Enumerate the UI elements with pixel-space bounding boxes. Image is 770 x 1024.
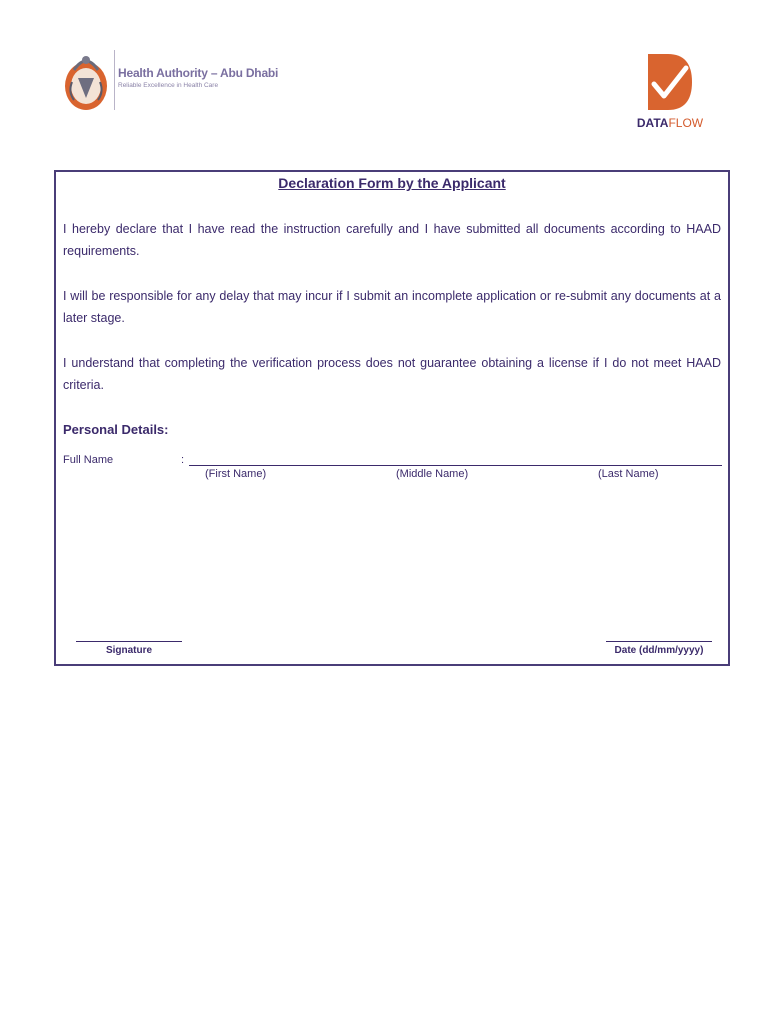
full-name-colon: :: [181, 454, 185, 466]
haad-logo: [60, 46, 279, 116]
form-title: Declaration Form by the Applicant: [278, 175, 506, 191]
first-name-caption: (First Name): [205, 468, 267, 480]
haad-tagline: Reliable Excellence in Health Care: [118, 82, 219, 89]
full-name-label: Full Name: [63, 454, 114, 466]
logo-divider: [114, 50, 115, 110]
middle-name-caption: (Middle Name): [396, 468, 469, 480]
haad-emblem-icon: [60, 48, 112, 112]
declaration-paragraph: I understand that completing the verification process does not guarantee obtaining a license if I do not meet HAAD criteria.: [63, 356, 721, 392]
dataflow-wordmark: [630, 116, 710, 130]
dataflow-checkmark-icon: [648, 54, 692, 110]
dataflow-word-data: DATA: [636, 116, 669, 130]
personal-details-heading: Personal Details:: [63, 422, 169, 437]
dataflow-logo: [630, 52, 710, 134]
declaration-paragraph: I will be responsible for any delay that may incur if I submit an incomplete application or re-submit any documents at a later stage.: [63, 289, 721, 325]
signature-label: Signature: [105, 645, 153, 656]
date-field[interactable]: [606, 641, 712, 642]
last-name-caption: (Last Name): [598, 468, 659, 480]
haad-name: Health Authority – Abu Dhabi: [118, 66, 279, 80]
full-name-field[interactable]: [189, 465, 722, 466]
signature-field[interactable]: [76, 641, 182, 642]
declaration-paragraph: I hereby declare that I have read the instruction carefully and I have submitted all documents according to HAAD requirements.: [63, 222, 721, 258]
declaration-form: [54, 170, 730, 666]
dataflow-word-flow: FLOW: [668, 116, 704, 130]
date-label: Date (dd/mm/yyyy): [614, 645, 704, 656]
